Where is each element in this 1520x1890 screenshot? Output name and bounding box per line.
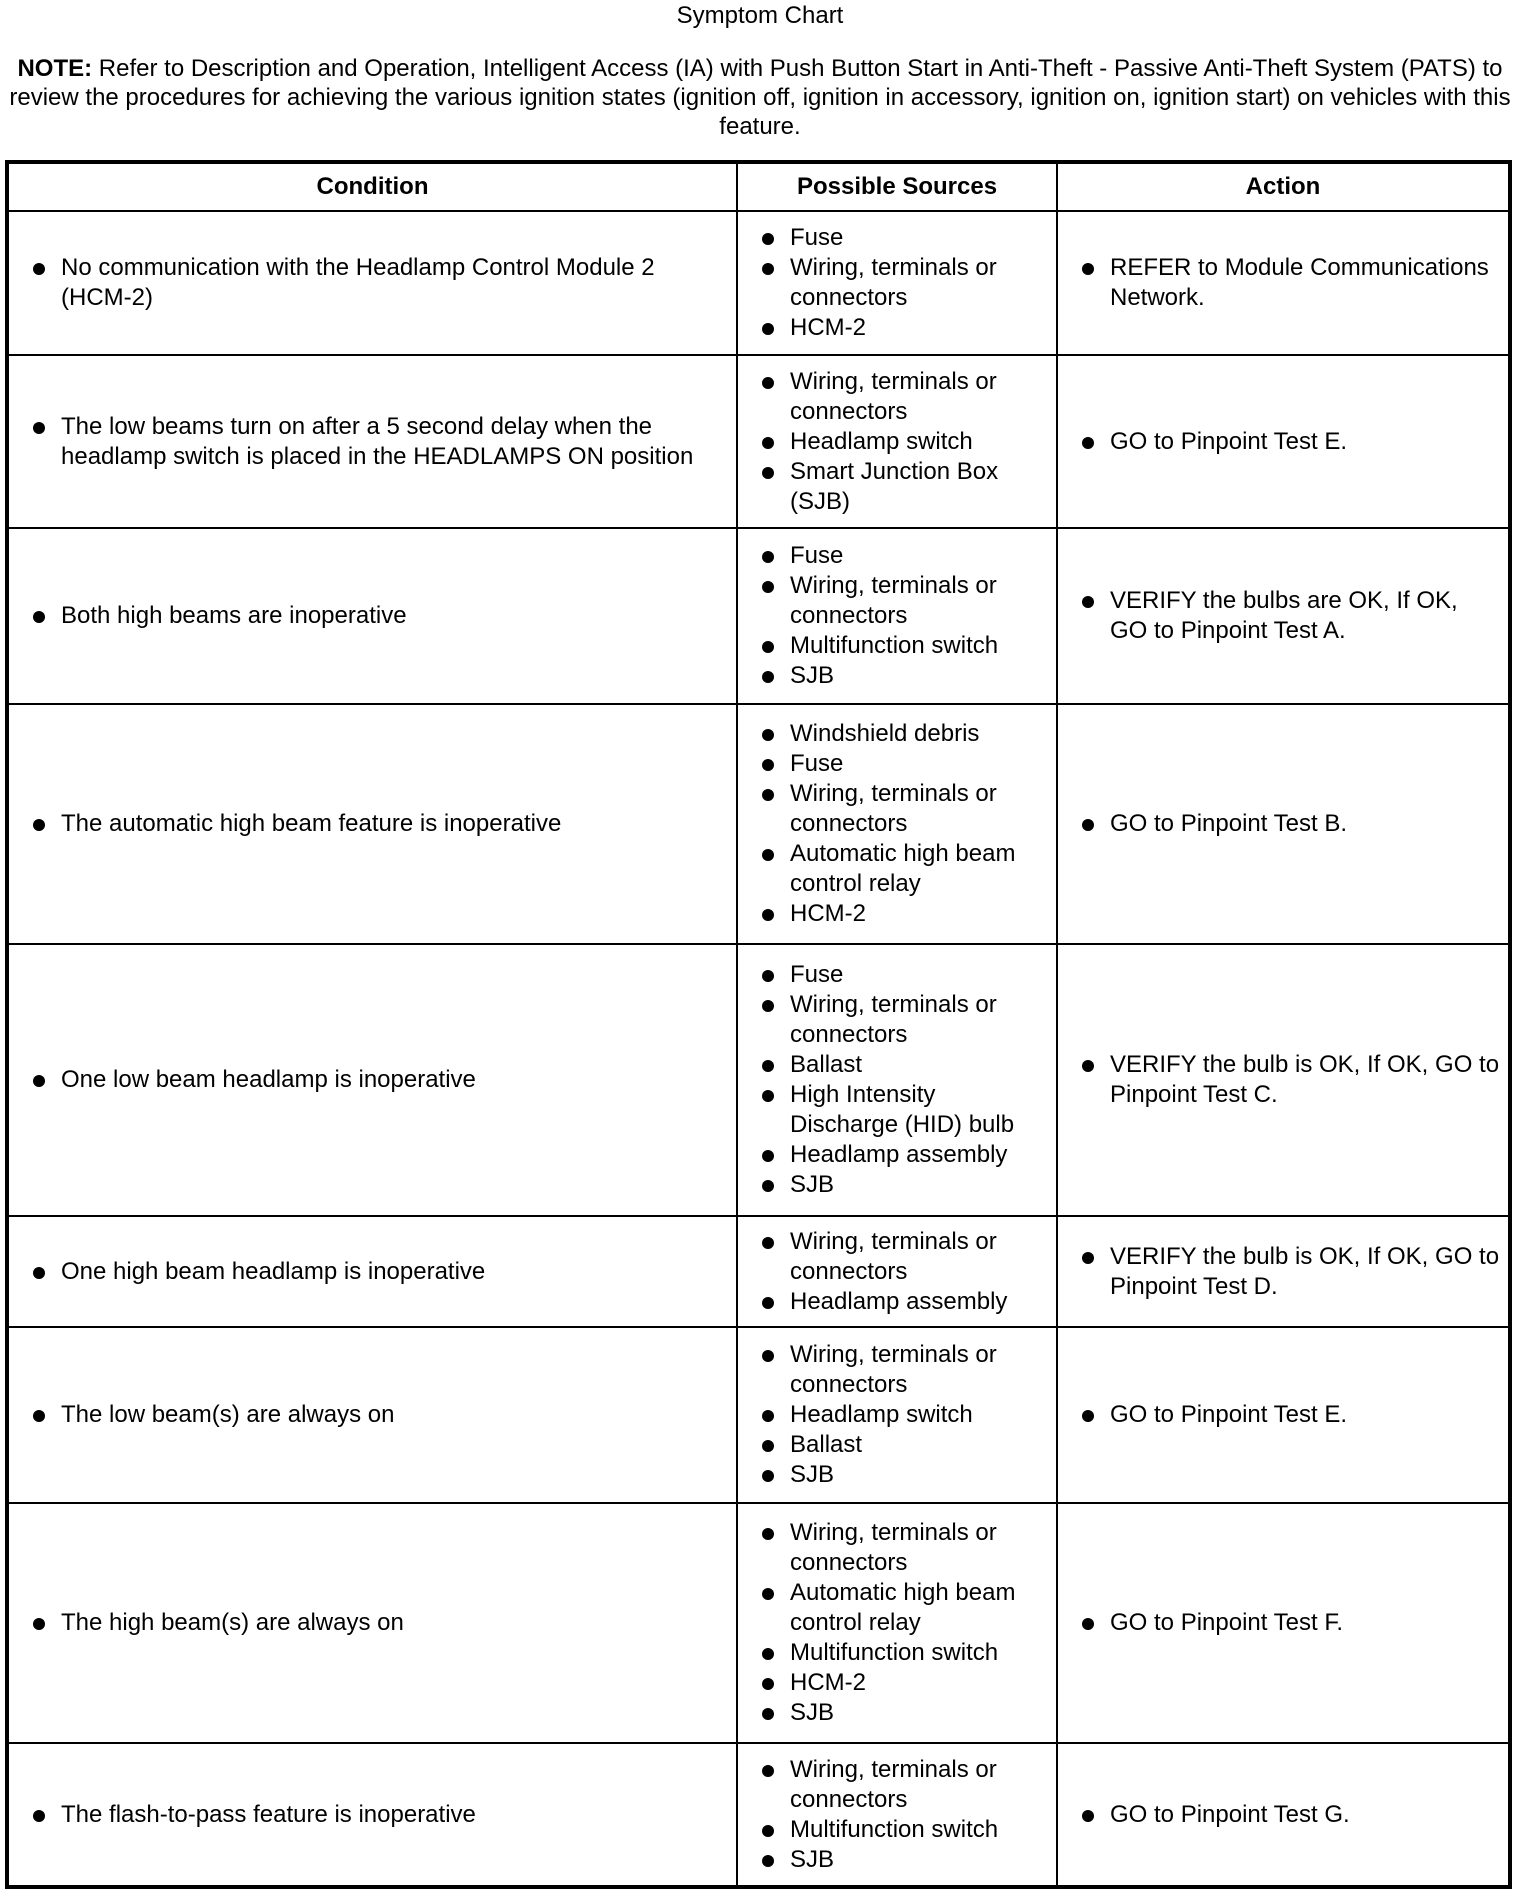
condition-cell bbox=[7, 355, 737, 528]
condition-list bbox=[21, 253, 728, 313]
action-item: VERIFY the bulb is OK, If OK, GO to Pinpoint Test D. bbox=[1070, 1242, 1500, 1302]
condition-item: The flash-to-pass feature is inoperative bbox=[21, 1800, 728, 1830]
action-cell bbox=[1057, 1743, 1510, 1887]
table-row bbox=[7, 211, 1510, 355]
condition-item: The low beams turn on after a 5 second delay when the headlamp switch is placed in the HEADLAMPS ON position bbox=[21, 412, 728, 472]
sources-list bbox=[750, 1518, 1048, 1728]
source-item: Fuse bbox=[750, 223, 1048, 253]
action-list bbox=[1070, 1400, 1500, 1430]
source-item: HCM-2 bbox=[750, 313, 1048, 343]
table-row bbox=[7, 704, 1510, 944]
action-item: REFER to Module Communications Network. bbox=[1070, 253, 1500, 313]
action-item: VERIFY the bulb is OK, If OK, GO to Pinpoint Test C. bbox=[1070, 1050, 1500, 1110]
header-condition: Condition bbox=[7, 162, 737, 211]
possible-sources-cell bbox=[737, 355, 1057, 528]
note-text: Refer to Description and Operation, Intelligent Access (IA) with Push Button Start in Anti-Theft - Passive Anti-Theft System (PATS) to review the procedures for achieving the various ignition states (ignition off, ignition in accessory, ignition on, ignition start) on vehicles with this feature. bbox=[9, 55, 1511, 140]
condition-item: One high beam headlamp is inoperative bbox=[21, 1257, 728, 1287]
table-row bbox=[7, 1503, 1510, 1743]
source-item: Ballast bbox=[750, 1430, 1048, 1460]
condition-list bbox=[21, 1065, 728, 1095]
sources-list bbox=[750, 1755, 1048, 1875]
action-list bbox=[1070, 1608, 1500, 1638]
table-row bbox=[7, 1216, 1510, 1327]
possible-sources-cell bbox=[737, 704, 1057, 944]
possible-sources-cell bbox=[737, 211, 1057, 355]
source-item: Fuse bbox=[750, 541, 1048, 571]
sources-list bbox=[750, 367, 1048, 517]
table-header-row bbox=[7, 162, 1510, 211]
possible-sources-cell bbox=[737, 1327, 1057, 1503]
symptom-chart-table bbox=[5, 160, 1512, 1889]
condition-list bbox=[21, 809, 728, 839]
source-item: Smart Junction Box (SJB) bbox=[750, 457, 1048, 517]
source-item: Headlamp assembly bbox=[750, 1287, 1048, 1317]
condition-list bbox=[21, 412, 728, 472]
source-item: SJB bbox=[750, 1845, 1048, 1875]
action-cell bbox=[1057, 528, 1510, 704]
action-item: GO to Pinpoint Test F. bbox=[1070, 1608, 1500, 1638]
source-item: SJB bbox=[750, 1170, 1048, 1200]
sources-list bbox=[750, 960, 1048, 1200]
action-item: GO to Pinpoint Test E. bbox=[1070, 1400, 1500, 1430]
action-cell bbox=[1057, 944, 1510, 1216]
condition-cell bbox=[7, 1327, 737, 1503]
source-item: Windshield debris bbox=[750, 719, 1048, 749]
sources-list bbox=[750, 541, 1048, 691]
source-item: Wiring, terminals or connectors bbox=[750, 253, 1048, 313]
condition-cell bbox=[7, 528, 737, 704]
source-item: Multifunction switch bbox=[750, 1638, 1048, 1668]
source-item: Automatic high beam control relay bbox=[750, 839, 1048, 899]
source-item: Ballast bbox=[750, 1050, 1048, 1080]
source-item: Wiring, terminals or connectors bbox=[750, 367, 1048, 427]
action-cell bbox=[1057, 1503, 1510, 1743]
action-cell bbox=[1057, 1327, 1510, 1503]
source-item: Wiring, terminals or connectors bbox=[750, 990, 1048, 1050]
condition-cell bbox=[7, 211, 737, 355]
source-item: SJB bbox=[750, 1460, 1048, 1490]
table-row bbox=[7, 944, 1510, 1216]
condition-cell bbox=[7, 1743, 737, 1887]
source-item: SJB bbox=[750, 661, 1048, 691]
sources-list bbox=[750, 1227, 1048, 1317]
action-cell bbox=[1057, 704, 1510, 944]
sources-list bbox=[750, 1340, 1048, 1490]
condition-cell bbox=[7, 944, 737, 1216]
action-item: GO to Pinpoint Test G. bbox=[1070, 1800, 1500, 1830]
possible-sources-cell bbox=[737, 1216, 1057, 1327]
page-title: Symptom Chart bbox=[676, 2, 844, 29]
condition-cell bbox=[7, 1216, 737, 1327]
possible-sources-cell bbox=[737, 528, 1057, 704]
action-cell bbox=[1057, 1216, 1510, 1327]
source-item: Fuse bbox=[750, 749, 1048, 779]
condition-list bbox=[21, 1800, 728, 1830]
source-item: Headlamp switch bbox=[750, 1400, 1048, 1430]
condition-item: One low beam headlamp is inoperative bbox=[21, 1065, 728, 1095]
action-list bbox=[1070, 586, 1500, 646]
sources-list bbox=[750, 223, 1048, 343]
header-possible-sources: Possible Sources bbox=[737, 162, 1057, 211]
table-row bbox=[7, 1743, 1510, 1887]
condition-item: No communication with the Headlamp Control Module 2 (HCM-2) bbox=[21, 253, 728, 313]
source-item: Wiring, terminals or connectors bbox=[750, 1340, 1048, 1400]
source-item: SJB bbox=[750, 1698, 1048, 1728]
condition-cell bbox=[7, 704, 737, 944]
note bbox=[8, 54, 1512, 141]
condition-item: The low beam(s) are always on bbox=[21, 1400, 728, 1430]
source-item: Headlamp assembly bbox=[750, 1140, 1048, 1170]
source-item: HCM-2 bbox=[750, 899, 1048, 929]
source-item: Wiring, terminals or connectors bbox=[750, 1518, 1048, 1578]
table-row bbox=[7, 355, 1510, 528]
condition-item: The high beam(s) are always on bbox=[21, 1608, 728, 1638]
condition-list bbox=[21, 1257, 728, 1287]
table-row bbox=[7, 1327, 1510, 1503]
action-list bbox=[1070, 253, 1500, 313]
action-list bbox=[1070, 1242, 1500, 1302]
action-item: GO to Pinpoint Test B. bbox=[1070, 809, 1500, 839]
source-item: HCM-2 bbox=[750, 1668, 1048, 1698]
action-cell bbox=[1057, 211, 1510, 355]
source-item: Wiring, terminals or connectors bbox=[750, 1755, 1048, 1815]
possible-sources-cell bbox=[737, 1503, 1057, 1743]
source-item: Wiring, terminals or connectors bbox=[750, 1227, 1048, 1287]
condition-list bbox=[21, 601, 728, 631]
possible-sources-cell bbox=[737, 944, 1057, 1216]
action-cell bbox=[1057, 355, 1510, 528]
condition-list bbox=[21, 1400, 728, 1430]
source-item: Wiring, terminals or connectors bbox=[750, 779, 1048, 839]
possible-sources-cell bbox=[737, 1743, 1057, 1887]
sources-list bbox=[750, 719, 1048, 929]
action-item: GO to Pinpoint Test E. bbox=[1070, 427, 1500, 457]
condition-item: The automatic high beam feature is inoperative bbox=[21, 809, 728, 839]
source-item: Wiring, terminals or connectors bbox=[750, 571, 1048, 631]
table-row bbox=[7, 528, 1510, 704]
action-list bbox=[1070, 1800, 1500, 1830]
condition-cell bbox=[7, 1503, 737, 1743]
source-item: Headlamp switch bbox=[750, 427, 1048, 457]
action-list bbox=[1070, 809, 1500, 839]
source-item: High Intensity Discharge (HID) bulb bbox=[750, 1080, 1048, 1140]
condition-item: Both high beams are inoperative bbox=[21, 601, 728, 631]
condition-list bbox=[21, 1608, 728, 1638]
source-item: Multifunction switch bbox=[750, 1815, 1048, 1845]
action-list bbox=[1070, 1050, 1500, 1110]
source-item: Automatic high beam control relay bbox=[750, 1578, 1048, 1638]
action-list bbox=[1070, 427, 1500, 457]
table-body bbox=[7, 211, 1510, 1887]
header-action: Action bbox=[1057, 162, 1510, 211]
note-label: NOTE: bbox=[17, 55, 93, 82]
source-item: Multifunction switch bbox=[750, 631, 1048, 661]
action-item: VERIFY the bulbs are OK, If OK, GO to Pinpoint Test A. bbox=[1070, 586, 1500, 646]
source-item: Fuse bbox=[750, 960, 1048, 990]
